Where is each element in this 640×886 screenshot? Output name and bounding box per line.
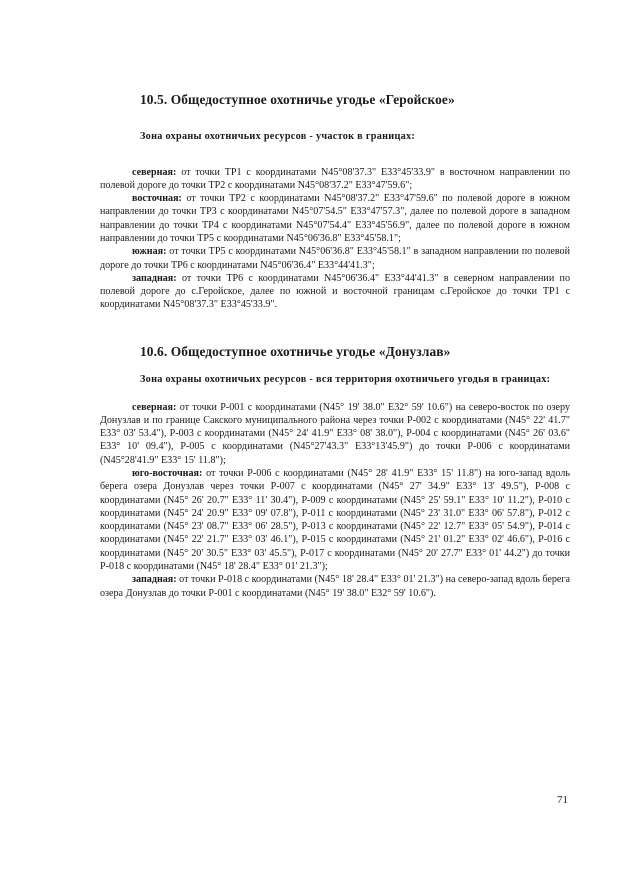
boundary-label: северная: — [132, 166, 177, 178]
boundary-south — [100, 245, 570, 272]
boundary-west — [100, 272, 570, 312]
zone-description: Зона охраны охотничьих ресурсов - участок в границах: — [140, 131, 416, 142]
section-donuzlav — [100, 344, 570, 600]
boundary-text: от точки ТР6 с координатами N45°06'36.4" E33°44'41.3" в северном направлении по полевой дороге до с.Геройское, далее по южной и восточной границам с.Геройское до точки ТР1 с координатами N45°08'37.3" E33°45'33.9". — [100, 272, 570, 311]
boundary-text: от точки Р-001 с координатами (N45° 19' 38.0" E32° 59' 10.6") на северо-восток по озеру Донузлав и по границе Сакского муниципального района через точки Р-002 с координатами (N45° 22' 41.7" E33° 03' 53.4"), Р-003 с координатами (N45° 24' 41.9" E33° 08' 38.0"), Р-004 с координатами (N45° 26' 03.6" E33° 10' 09.4"), Р-005 с координатами (N45°27'43.3" E33°13'45.9") до точки Р-006 с координатами (N45°28'41.9" E33° 15' 11.8"); — [100, 401, 570, 466]
boundary-text: от точки Р-006 с координатами (N45° 28' 41.9" E33° 15' 11.8") на юго-запад вдоль берега озера Донузлав через точки Р-007 с координатами (N45° 27' 34.9" E33° 13' 49.5"), Р-008 с координатами (N45° 26' 20.7" E33° 11' 30.4"), Р-009 с координатами (N45° 25' 59.1" E33° 10' 11.2"), Р-010 с координатами (N45° 24' 20.9" E33° 09' 07.8"), Р-011 с координатами (N45° 23' 31.0" E33° 06' 57.8"), Р-012 с координатами (N45° 23' 08.7" E33° 06' 28.5"), Р-013 с координатами (N45° 22' 12.7" E33° 05' 54.9"), Р-014 с координатами (N45° 22' 21.7" E33° 03' 46.1"), Р-015 с координатами (N45° 21' 01.2" E33° 02' 46.6"), Р-016 с координатами (N45° 20' 30.5" E33° 03' 45.5"), Р-017 с координатами (N45° 20' 27.7" E33° 01' 44.2") до точки Р-018 с координатами (N45° 18' 28.4" E33° 01' 21.3"); — [100, 467, 570, 573]
boundary-label: юго-восточная: — [132, 467, 203, 479]
boundary-label: южная: — [132, 246, 167, 258]
section-geroiskoe — [100, 92, 570, 312]
boundary-label: восточная: — [132, 193, 182, 205]
boundary-east — [100, 192, 570, 245]
boundary-west — [100, 573, 570, 600]
boundary-north — [100, 401, 570, 467]
section-heading: 10.6. Общедоступное охотничье угодье «Донузлав» — [140, 344, 451, 359]
boundary-text: от точки ТР5 с координатами N45°06'36.8" E33°45'58.1" в западном направлении по полевой дороге до точки ТР6 с координатами N45°06'36.4" E33°44'41.3"; — [100, 246, 570, 271]
boundary-north — [100, 166, 570, 193]
boundary-label: западная: — [132, 574, 177, 586]
boundary-text: от точки ТР1 с координатами N45°08'37.3" E33°45'33.9" в восточном направлении по полевой дороге до точки ТР2 с координатами N45°08'37.2" E33°47'59.6"; — [100, 166, 570, 191]
zone-description: Зона охраны охотничьих ресурсов - вся территория охотничьего угодья в границах: — [140, 374, 551, 385]
boundary-southeast — [100, 467, 570, 573]
boundary-label: северная: — [132, 401, 177, 413]
boundary-text: от точки Р-018 с координатами (N45° 18' 28.4" E33° 01' 21.3") на северо-запад вдоль берега озера Донузлав до точки Р-001 с координатами (N45° 19' 38.0" E32° 59' 10.6"). — [100, 574, 570, 599]
boundary-text: от точки ТР2 с координатами N45°08'37.2" E33°47'59.6" по полевой дороге в южном направлении до точки ТР3 с координатами N45°07'54.5" E33°47'57.3", далее по полевой дороге в западном направлении до точки ТР4 с координатами N45°07'54.4" E33°45'56.9", далее по полевой дороге в южном направлении до точки ТР5 с координатами N45°06'36.8" E33°45'58.1"; — [100, 193, 570, 244]
page-number: 71 — [557, 794, 568, 806]
boundary-label: западная: — [132, 272, 177, 284]
section-heading: 10.5. Общедоступное охотничье угодье «Геройское» — [140, 92, 455, 107]
